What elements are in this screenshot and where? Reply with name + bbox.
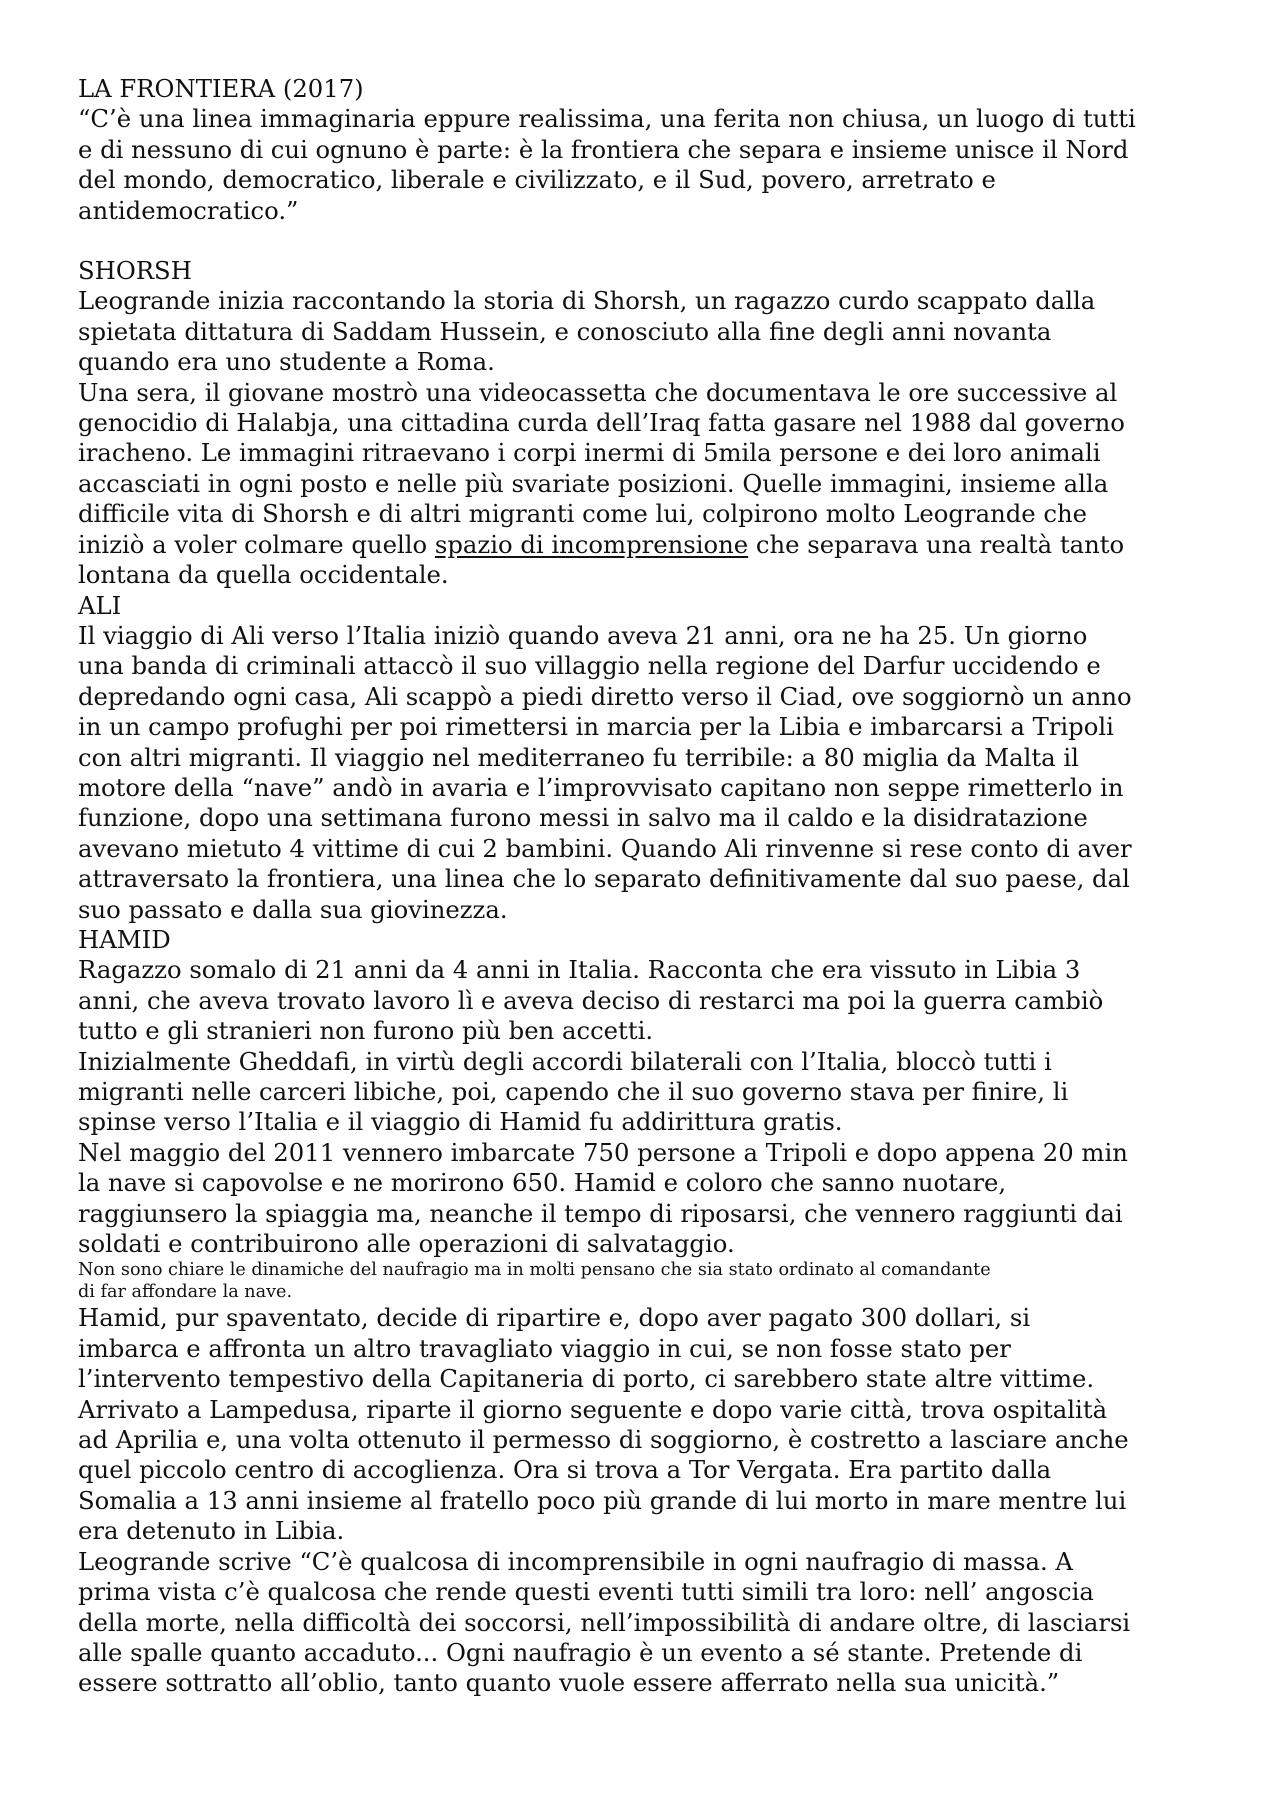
- paragraph-line: tutto e gli stranieri non furono più ben accetti.: [78, 1016, 654, 1046]
- paragraph-line: Nel maggio del 2011 vennero imbarcate 750 persone a Tripoli e dopo appena 20 min: [78, 1137, 1128, 1167]
- paragraph-line: motore della “nave” andò in avaria e l’improvvisato capitano non seppe rimetterlo in: [78, 772, 1124, 802]
- section-heading: ALI: [78, 590, 122, 620]
- section-ali: [78, 591, 1208, 925]
- paragraph-line: attraversato la frontiera, una linea che lo separato definitivamente dal suo paese, dal: [78, 864, 1130, 894]
- paragraph-line: prima vista c’è qualcosa che rende questi eventi tutti simili tra loro: nell’ angoscia: [78, 1577, 1094, 1607]
- paragraph-line: avevano mietuto 4 vittime di cui 2 bambini. Quando Ali rinvenne si rese conto di aver: [78, 833, 1132, 863]
- paragraph-line: [78, 530, 1208, 560]
- small-note-line: di far affondare la nave.: [78, 1282, 293, 1303]
- paragraph-line: soldati e contribuirono alle operazioni di salvataggio.: [78, 1229, 735, 1259]
- paragraph-line: spinse verso l’Italia e il viaggio di Hamid fu addirittura gratis.: [78, 1107, 843, 1137]
- paragraph-line: depredando ogni casa, Ali scappò a piedi diretto verso il Ciad, ove soggiornò un anno: [78, 681, 1132, 711]
- paragraph-line: anni, che aveva trovato lavoro lì e aveva deciso di restarci ma poi la guerra cambiò: [78, 985, 1104, 1015]
- quote-line: antidemocratico.”: [78, 195, 299, 225]
- paragraph-line: genocidio di Halabja, una cittadina curda dell’Iraq fatta gasare nel 1988 dal governo: [78, 408, 1125, 438]
- paragraph-line: della morte, nella difficoltà dei soccorsi, nell’impossibilità di andare oltre, di lasciarsi: [78, 1607, 1131, 1637]
- text-span: iniziò a voler colmare quello: [78, 529, 435, 559]
- section-shorsh: [78, 256, 1208, 590]
- paragraph-line: era detenuto in Libia.: [78, 1516, 345, 1546]
- paragraph-line: Inizialmente Gheddafi, in virtù degli accordi bilaterali con l’Italia, bloccò tutti i: [78, 1046, 1052, 1076]
- section-hamid: [78, 925, 1208, 1699]
- text-span: che separava una realtà tanto: [748, 529, 1125, 559]
- section-heading: HAMID: [78, 924, 171, 954]
- paragraph-line: Leogrande inizia raccontando la storia di Shorsh, un ragazzo curdo scappato dalla: [78, 286, 1096, 316]
- paragraph-line: imbarca e affronta un altro travagliato viaggio in cui, se non fosse stato per: [78, 1333, 1011, 1363]
- paragraph-line: con altri migranti. Il viaggio nel mediterraneo fu terribile: a 80 miglia da Malta il: [78, 742, 1079, 772]
- quote-line: del mondo, democratico, liberale e civilizzato, e il Sud, povero, arretrato e: [78, 165, 996, 195]
- paragraph-line: Leogrande scrive “C’è qualcosa di incomprensibile in ogni naufragio di massa. A: [78, 1546, 1073, 1576]
- paragraph-line: Una sera, il giovane mostrò una videocassetta che documentava le ore successive al: [78, 377, 1118, 407]
- paragraph-line: ad Aprilia e, una volta ottenuto il permesso di soggiorno, è costretto a lasciare anche: [78, 1425, 1129, 1455]
- paragraph-line: quel piccolo centro di accoglienza. Ora si trova a Tor Vergata. Era partito dalla: [78, 1455, 1052, 1485]
- paragraph-line: alle spalle quanto accaduto... Ogni naufragio è un evento a sé stante. Pretende di: [78, 1637, 1083, 1667]
- paragraph-line: Il viaggio di Ali verso l’Italia iniziò quando aveva 21 anni, ora ne ha 25. Un giorno: [78, 620, 1088, 650]
- section-heading: SHORSH: [78, 256, 192, 286]
- paragraph-line: accasciati in ogni posto e nelle più svariate posizioni. Quelle immagini, insieme alla: [78, 468, 1109, 498]
- blank-line: [78, 226, 1208, 256]
- quote-line: e di nessuno di cui ognuno è parte: è la frontiera che separa e insieme unisce il Nord: [78, 134, 1129, 164]
- paragraph-line: lontana da quella occidentale.: [78, 560, 449, 590]
- small-note-line: Non sono chiare le dinamiche del naufragio ma in molti pensano che sia stato ordinato al comandante: [78, 1260, 991, 1281]
- paragraph-line: iracheno. Le immagini ritraevano i corpi inermi di 5mila persone e dei loro animali: [78, 438, 1101, 468]
- paragraph-line: Hamid, pur spaventato, decide di ripartire e, dopo aver pagato 300 dollari, si: [78, 1303, 1031, 1333]
- paragraph-line: raggiunsero la spiaggia ma, neanche il tempo di riposarsi, che vennero raggiunti dai: [78, 1198, 1123, 1228]
- paragraph-line: Ragazzo somalo di 21 anni da 4 anni in Italia. Racconta che era vissuto in Libia 3: [78, 955, 1081, 985]
- paragraph-line: migranti nelle carceri libiche, poi, capendo che il suo governo stava per finire, li: [78, 1077, 1069, 1106]
- paragraph-line: una banda di criminali attaccò il suo villaggio nella regione del Darfur uccidendo e: [78, 651, 1101, 681]
- paragraph-line: la nave si capovolse e ne morirono 650. Hamid e coloro che sanno nuotare,: [78, 1168, 1007, 1198]
- paragraph-line: Somalia a 13 anni insieme al fratello poco più grande di lui morto in mare mentre lui: [78, 1485, 1127, 1515]
- paragraph-line: difficile vita di Shorsh e di altri migranti come lui, colpirono molto Leogrande che: [78, 499, 1088, 529]
- quote-line: “C’è una linea immaginaria eppure realissima, una ferita non chiusa, un luogo di tutti: [78, 104, 1136, 134]
- paragraph-line: quando era uno studente a Roma.: [78, 347, 495, 377]
- paragraph-line: suo passato e dalla sua giovinezza.: [78, 894, 508, 924]
- document-title: LA FRONTIERA (2017): [78, 74, 364, 103]
- underlined-phrase: spazio di incomprensione: [434, 529, 749, 559]
- paragraph-line: essere sottratto all’oblio, tanto quanto vuole essere afferrato nella sua unicità.”: [78, 1668, 1060, 1698]
- paragraph-line: spietata dittatura di Saddam Hussein, e conosciuto alla fine degli anni novanta: [78, 316, 1052, 346]
- paragraph-line: funzione, dopo una settimana furono messi in salvo ma il caldo e la disidratazione: [78, 803, 1088, 833]
- paragraph-line: in un campo profughi per poi rimettersi in marcia per la Libia e imbarcarsi a Tripoli: [78, 712, 1114, 742]
- document-page: [78, 74, 1208, 1699]
- intro-quote: [78, 104, 1208, 226]
- paragraph-line: l’intervento tempestivo della Capitaneria di porto, ci sarebbero state altre vittime.: [78, 1364, 1095, 1394]
- paragraph-line: Arrivato a Lampedusa, riparte il giorno seguente e dopo varie città, trova ospitalità: [78, 1394, 1108, 1424]
